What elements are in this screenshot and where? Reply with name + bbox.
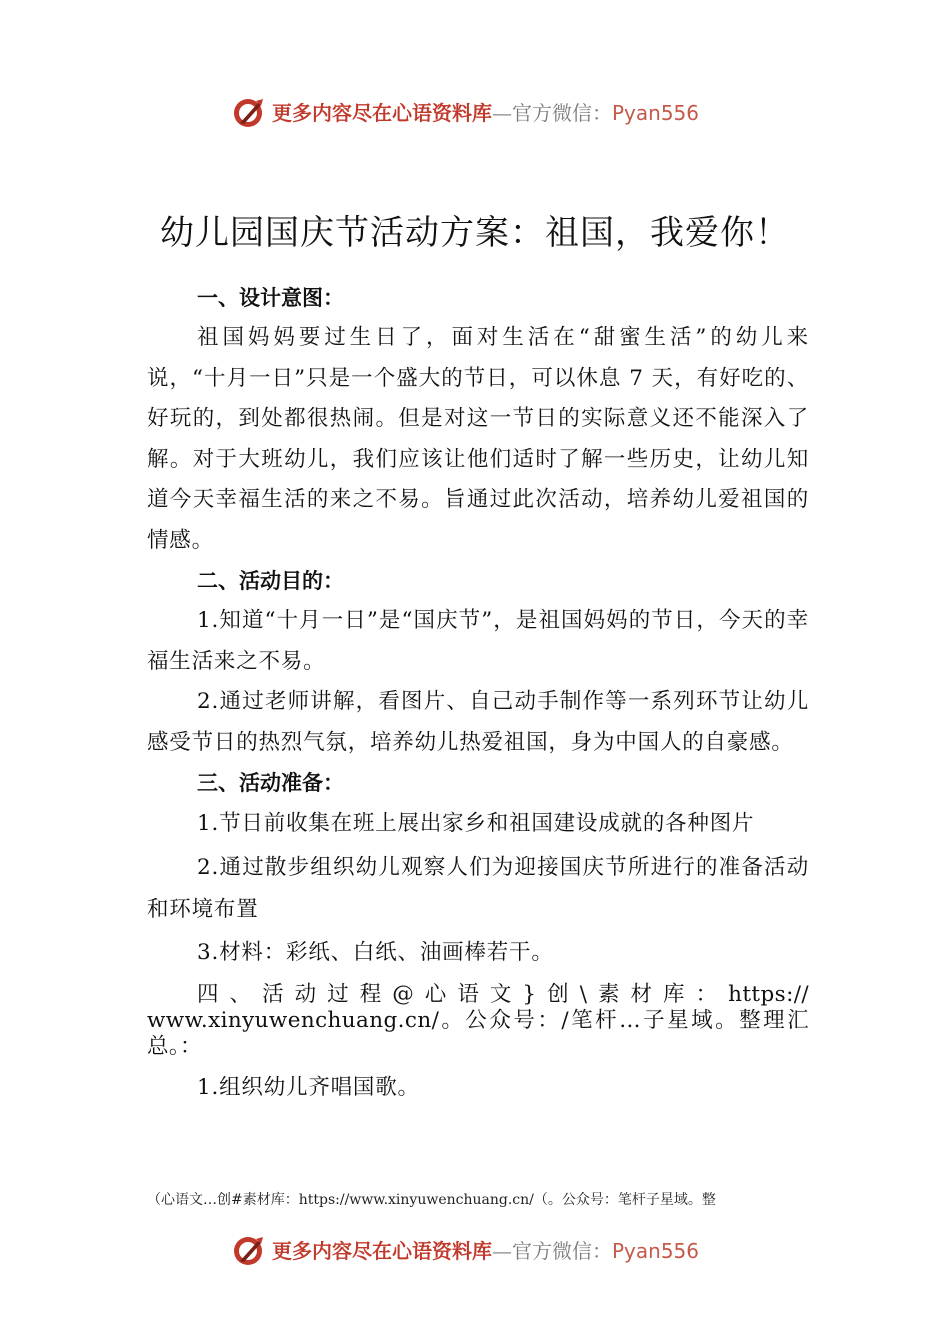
banner-wechat-id: Pyan556 — [612, 1239, 700, 1263]
banner-dash: — — [492, 101, 512, 125]
section-3-heading: 三、活动准备： — [197, 771, 344, 795]
section-1-heading: 一、设计意图： — [197, 286, 344, 310]
banner-dash: — — [492, 1239, 512, 1263]
banner-main-text: 更多内容尽在心语资料库 — [272, 101, 492, 125]
document-body — [147, 278, 809, 1108]
document-title: 幼儿园国庆节活动方案：祖国，我爱你！ — [160, 212, 790, 253]
banner-wechat-id: Pyan556 — [612, 101, 700, 125]
section-3-item-3: 3.材料：彩纸、白纸、油画棒若干。 — [197, 940, 554, 965]
footer-banner — [0, 1234, 950, 1274]
section-1-paragraph: 祖国妈妈要过生日了，面对生活在“甜蜜生活”的幼儿来说，“十月一日”只是一个盛大的节日，可以休息 7 天，有好吃的、好玩的，到处都很热闹。但是对这一节日的实际意义还不能深入了解。对于大班幼儿，我们应该让他们适时了解一些历史，让幼儿知道今天幸福生活的来之不易。旨通过此次活动，培养幼儿爱祖国的情感。 — [147, 325, 809, 553]
section-2-heading: 二、活动目的： — [197, 569, 344, 593]
header-banner — [0, 96, 950, 136]
banner-text — [272, 1238, 699, 1264]
section-4-item-1: 1.组织幼儿齐唱国歌。 — [197, 1074, 420, 1100]
section-4-heading: 四、活动过程@心语文}创\素材库：https:// www.xinyuwenchuang.cn/。公众号：/笔杆…子星域。整理汇总。： — [147, 981, 809, 1059]
section-2-item-1: 1.知道“十月一日”是“国庆节”，是祖国妈妈的节日，今天的幸福生活来之不易。 — [147, 608, 809, 674]
quill-pen-logo-icon — [232, 1234, 266, 1268]
section-3-item-2: 2.通过散步组织幼儿观察人们为迎接国庆节所进行的准备活动和环境布置 — [147, 855, 809, 922]
quill-pen-logo-icon — [232, 96, 266, 130]
section-3-item-1: 1.节日前收集在班上展出家乡和祖国建设成就的各种图片 — [197, 811, 755, 836]
banner-text — [272, 100, 699, 126]
section-2-item-2: 2.通过老师讲解，看图片、自己动手制作等一系列环节让幼儿感受节日的热烈气氛，培养幼儿热爱祖国，身为中国人的自豪感。 — [147, 689, 809, 755]
footnote-watermark: （心语文…创#素材库：https://www.xinyuwenchuang.cn/（。公众号：笔杆子星域。整 — [147, 1192, 716, 1208]
banner-label: 官方微信： — [512, 1239, 612, 1263]
banner-label: 官方微信： — [512, 101, 612, 125]
banner-main-text: 更多内容尽在心语资料库 — [272, 1239, 492, 1263]
